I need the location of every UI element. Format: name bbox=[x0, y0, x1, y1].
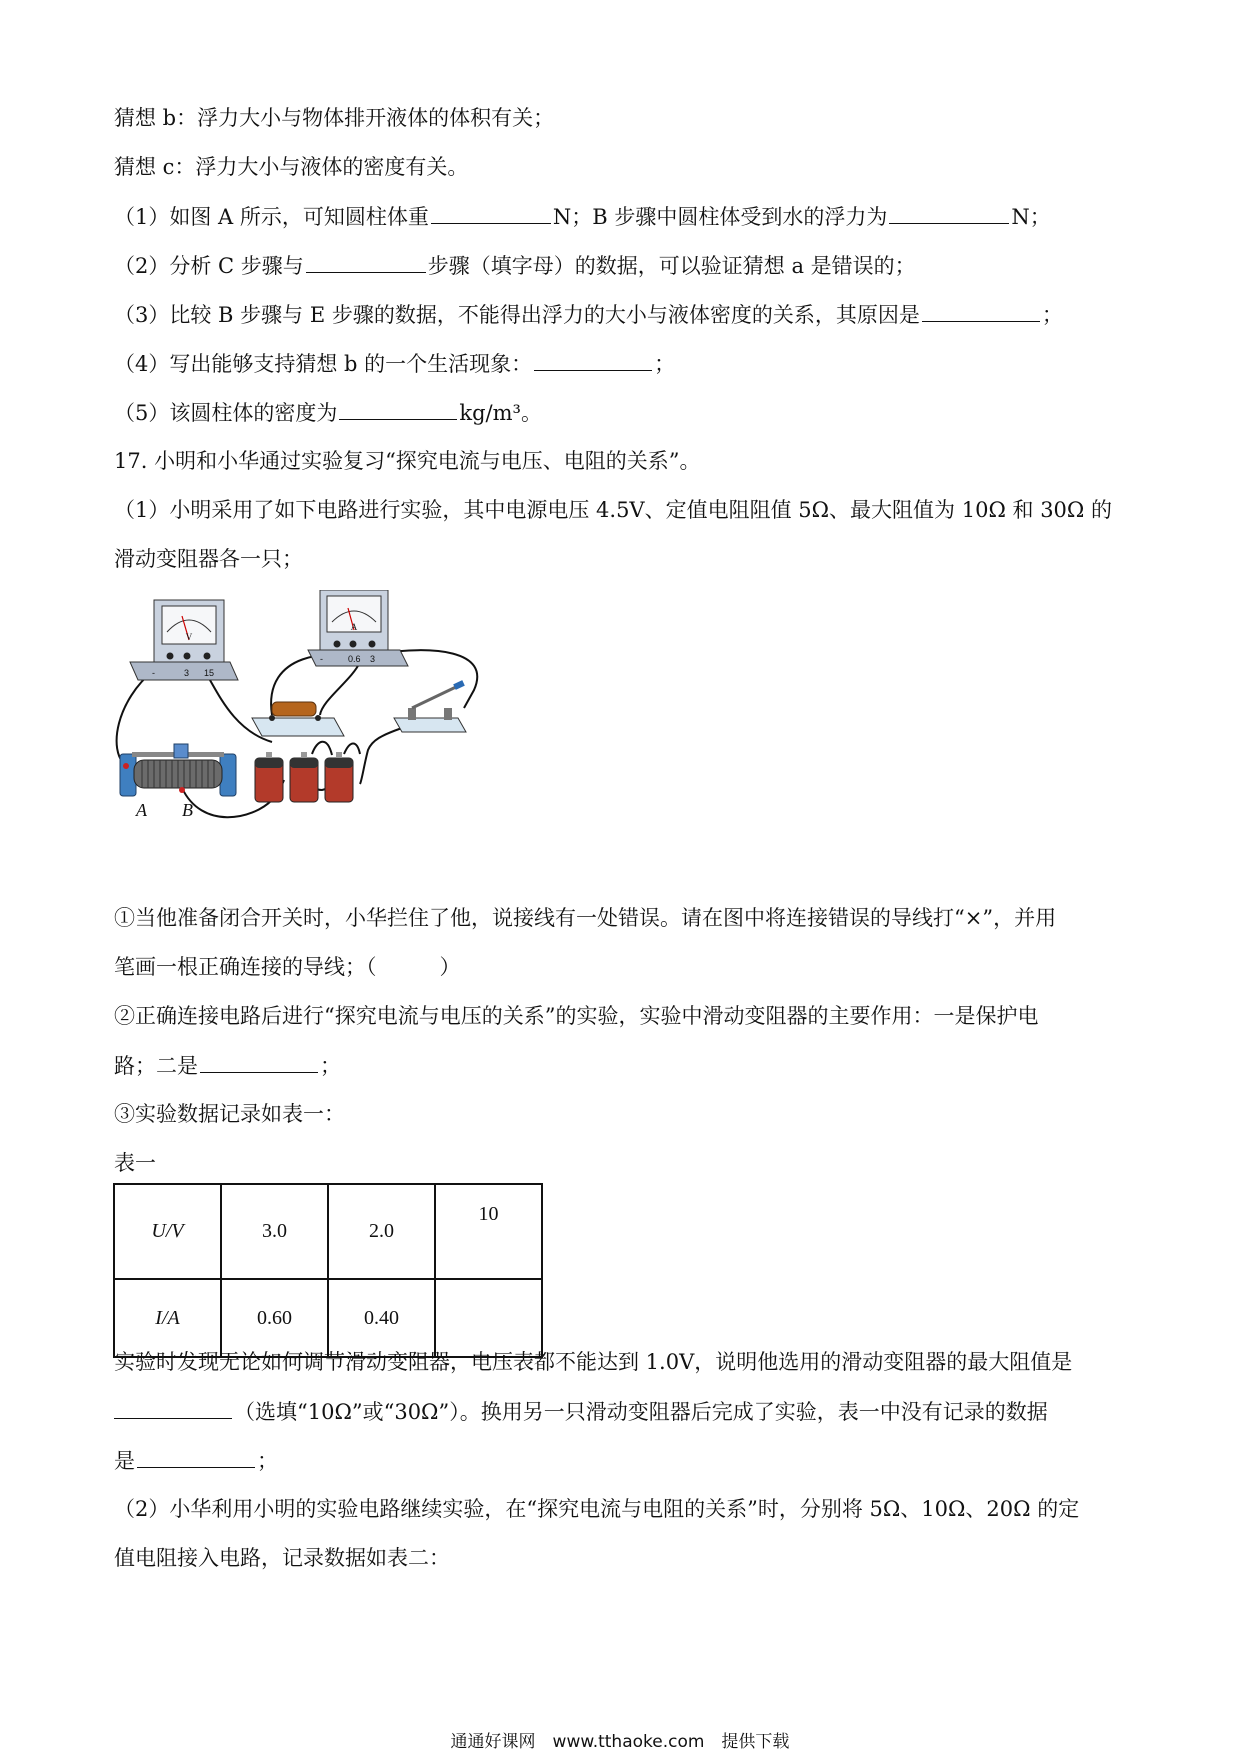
ammeter-terminal[interactable] bbox=[369, 641, 376, 648]
q2-text-b: 步骤（填字母）的数据，可以验证猜想 a 是错误的； bbox=[427, 254, 916, 278]
problem-17-part1-line1: （1）小明采用了如下电路进行实验，其中电源电压 4.5V、定值电阻阻值 5Ω、最大阻值为 10Ω 和 30Ω 的 bbox=[114, 498, 1113, 522]
q3-text-a: （3）比较 B 步骤与 E 步骤的数据，不能得出浮力的大小与液体密度的关系，其原因是 bbox=[114, 303, 920, 327]
problem-17-step1-line2: 笔画一根正确连接的导线；（ ） bbox=[114, 955, 461, 979]
problem-17-text-line: 实验时发现无论如何调节滑动变阻器，电压表都不能达到 1.0V，说明他选用的滑动变阻器的最大阻值是 bbox=[114, 1350, 1073, 1374]
wire[interactable] bbox=[312, 742, 332, 755]
problem-17-title: 17. 小明和小华通过实验复习“探究电流与电压、电阻的关系”。 bbox=[114, 449, 701, 473]
question-3-line bbox=[114, 299, 1063, 330]
rheostat-label-a: A bbox=[136, 800, 147, 820]
answer-blank[interactable] bbox=[114, 1396, 232, 1419]
q4-text-b: ； bbox=[654, 352, 676, 376]
fixed-resistor bbox=[252, 702, 344, 736]
ammeter-terminal[interactable] bbox=[350, 641, 357, 648]
voltmeter-letter: V bbox=[185, 632, 193, 642]
battery-pack bbox=[255, 752, 353, 802]
problem-17-step1-line1: ①当他准备闭合开关时，小华拦住了他，说接线有一处错误。请在图中将连接错误的导线打“×”，并用 bbox=[114, 906, 1057, 930]
voltmeter-terminal[interactable] bbox=[204, 653, 211, 660]
data-table-1 bbox=[113, 1183, 543, 1358]
question-5-line bbox=[114, 397, 542, 428]
question-2-line bbox=[114, 250, 916, 281]
q1-text-c: N； bbox=[1011, 205, 1051, 229]
rheostat-slider[interactable] bbox=[174, 744, 188, 758]
q5-text-a: （5）该圆柱体的密度为 bbox=[114, 401, 338, 425]
problem-17-step2-line2 bbox=[114, 1050, 341, 1081]
voltmeter bbox=[130, 600, 238, 680]
table-cell: 0.60 bbox=[221, 1279, 328, 1357]
answer-blank[interactable] bbox=[137, 1445, 255, 1468]
text-line-guess-c: 猜想 c：浮力大小与液体的密度有关。 bbox=[114, 155, 469, 179]
rheostat bbox=[120, 744, 236, 820]
table-cell-empty[interactable] bbox=[435, 1279, 542, 1357]
problem-17-part1-line2: 滑动变阻器各一只； bbox=[114, 547, 303, 571]
table-1-caption: 表一 bbox=[114, 1151, 156, 1175]
answer-blank[interactable] bbox=[306, 250, 426, 273]
problem-17-part2-line2: 值电阻接入电路，记录数据如表二： bbox=[114, 1546, 450, 1570]
ammeter bbox=[308, 590, 408, 666]
rheostat-label-b: B bbox=[182, 800, 193, 820]
table-row bbox=[114, 1279, 542, 1357]
q5-text-b: kg/m³。 bbox=[459, 401, 542, 425]
ammeter-terminal[interactable] bbox=[334, 641, 341, 648]
question-4-line bbox=[114, 348, 675, 379]
text-a: 是 bbox=[114, 1449, 135, 1473]
table-cell: I/A bbox=[114, 1279, 221, 1357]
step2-text-b: ； bbox=[320, 1054, 341, 1078]
q1-text-a: （1）如图 A 所示，可知圆柱体重 bbox=[114, 205, 429, 229]
voltmeter-terminal[interactable] bbox=[167, 653, 174, 660]
ammeter-terminal-label: 3 bbox=[370, 654, 376, 664]
circuit-figure bbox=[112, 590, 492, 830]
battery bbox=[255, 752, 283, 802]
wire[interactable] bbox=[344, 744, 360, 755]
battery bbox=[325, 752, 353, 802]
voltmeter-terminal-label: 15 bbox=[204, 668, 215, 678]
q2-text-a: （2）分析 C 步骤与 bbox=[114, 254, 304, 278]
text-b: ； bbox=[257, 1449, 278, 1473]
answer-blank[interactable] bbox=[534, 348, 652, 371]
q3-text-b: ； bbox=[1041, 303, 1063, 327]
answer-blank[interactable] bbox=[922, 299, 1040, 322]
table-cell: 2.0 bbox=[328, 1184, 435, 1279]
wire[interactable] bbox=[320, 662, 360, 715]
question-1-line bbox=[114, 201, 1051, 232]
problem-17-step3-line: ③实验数据记录如表一： bbox=[114, 1102, 345, 1126]
voltmeter-terminal-label: - bbox=[152, 668, 155, 678]
problem-17-part2-line1: （2）小华利用小明的实验电路继续实验，在“探究电流与电阻的关系”时，分别将 5Ω、10Ω、20Ω 的定 bbox=[114, 1497, 1080, 1521]
problem-17-text-line bbox=[114, 1445, 278, 1476]
switch bbox=[394, 680, 466, 732]
problem-17-step2-line1: ②正确连接电路后进行“探究电流与电压的关系”的实验，实验中滑动变阻器的主要作用：一是保护电 bbox=[114, 1004, 1039, 1028]
q4-text-a: （4）写出能够支持猜想 b 的一个生活现象： bbox=[114, 352, 533, 376]
battery bbox=[290, 752, 318, 802]
table-cell: 3.0 bbox=[221, 1184, 328, 1279]
answer-blank[interactable] bbox=[889, 201, 1009, 224]
answer-blank[interactable] bbox=[339, 397, 457, 420]
answer-blank[interactable] bbox=[200, 1050, 318, 1073]
voltmeter-terminal-label: 3 bbox=[184, 668, 190, 678]
step2-text-a: 路；二是 bbox=[114, 1054, 198, 1078]
answer-blank[interactable] bbox=[431, 201, 551, 224]
table-cell: U/V bbox=[114, 1184, 221, 1279]
q1-text-b: N；B 步骤中圆柱体受到水的浮力为 bbox=[552, 205, 888, 229]
voltmeter-terminal[interactable] bbox=[184, 653, 191, 660]
wire[interactable] bbox=[117, 670, 154, 766]
ammeter-terminal-label: - bbox=[320, 654, 323, 664]
table-row bbox=[114, 1184, 542, 1279]
ammeter-terminal-label: 0.6 bbox=[348, 654, 361, 664]
problem-17-text-line bbox=[114, 1396, 1048, 1427]
text-line-guess-b: 猜想 b：浮力大小与物体排开液体的体积有关； bbox=[114, 106, 555, 130]
table-cell: 10 bbox=[435, 1184, 542, 1279]
page-footer: 通通好课网 www.tthaoke.com 提供下载 bbox=[450, 1732, 790, 1752]
table-cell: 0.40 bbox=[328, 1279, 435, 1357]
text-b: （选填“10Ω”或“30Ω”）。换用另一只滑动变阻器后完成了实验，表一中没有记录的数据 bbox=[234, 1400, 1048, 1424]
ammeter-letter: A bbox=[350, 622, 358, 632]
wire[interactable] bbox=[360, 728, 402, 784]
